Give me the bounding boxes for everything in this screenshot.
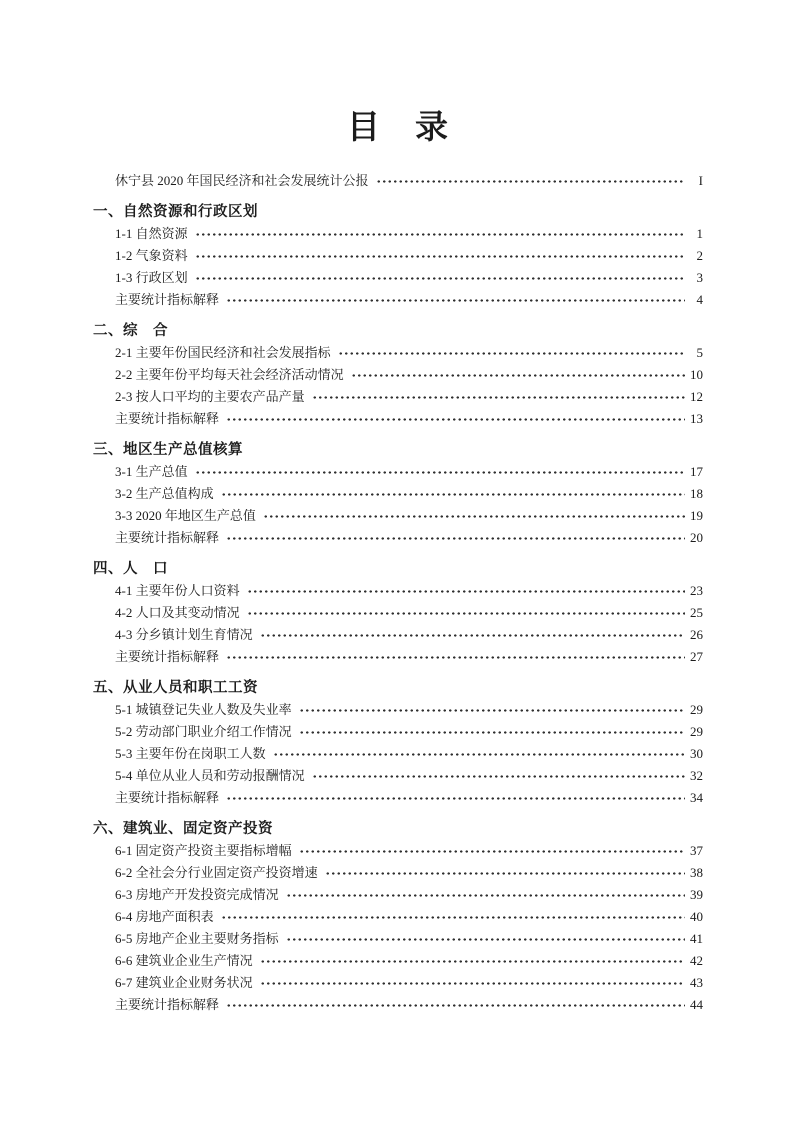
toc-entry bbox=[93, 580, 703, 602]
table-of-contents bbox=[93, 170, 703, 1016]
toc-entry bbox=[93, 862, 703, 884]
toc-section bbox=[93, 439, 703, 549]
toc-entry bbox=[93, 950, 703, 972]
entry-label: 2-3 按人口平均的主要农产品产量 bbox=[115, 389, 305, 405]
section-title: 六、建筑业、固定资产投资 bbox=[93, 821, 273, 838]
entry-page-number: 39 bbox=[690, 887, 703, 903]
entry-page-number: 18 bbox=[690, 486, 703, 502]
entry-page-number: 26 bbox=[690, 627, 703, 643]
toc-section bbox=[93, 558, 703, 668]
dot-leader bbox=[299, 726, 685, 739]
toc-entry bbox=[93, 972, 703, 994]
dot-leader bbox=[221, 488, 685, 501]
entry-page-number: 5 bbox=[696, 345, 703, 361]
entry-page-number: 12 bbox=[690, 389, 703, 405]
toc-entry bbox=[93, 884, 703, 906]
toc-entry bbox=[93, 289, 703, 311]
toc-entry bbox=[93, 906, 703, 928]
entry-page-number: 20 bbox=[690, 530, 703, 546]
dot-leader bbox=[260, 955, 685, 968]
entry-label: 5-4 单位从业人员和劳动报酬情况 bbox=[115, 768, 305, 784]
entry-label: 3-3 2020 年地区生产总值 bbox=[115, 508, 256, 524]
entry-label: 4-1 主要年份人口资料 bbox=[115, 583, 240, 599]
dot-leader bbox=[325, 867, 685, 880]
entry-label: 6-7 建筑业企业财务状况 bbox=[115, 975, 253, 991]
entry-label: 2-2 主要年份平均每天社会经济活动情况 bbox=[115, 367, 344, 383]
dot-leader bbox=[195, 250, 685, 263]
toc-entry bbox=[93, 743, 703, 765]
toc-entry bbox=[93, 408, 703, 430]
toc-entry bbox=[93, 364, 703, 386]
section-title: 四、人 口 bbox=[93, 561, 168, 578]
entry-label: 4-2 人口及其变动情况 bbox=[115, 605, 240, 621]
dot-leader bbox=[273, 748, 685, 761]
dot-leader bbox=[226, 651, 685, 664]
toc-entry bbox=[93, 267, 703, 289]
entry-page-number: 42 bbox=[690, 953, 703, 969]
entry-page-number: 43 bbox=[690, 975, 703, 991]
entry-page-number: 13 bbox=[690, 411, 703, 427]
toc-section bbox=[93, 320, 703, 430]
toc-entry bbox=[93, 721, 703, 743]
dot-leader bbox=[247, 585, 685, 598]
entry-page-number: 17 bbox=[690, 464, 703, 480]
dot-leader bbox=[226, 999, 685, 1012]
entry-page-number: 40 bbox=[690, 909, 703, 925]
dot-leader bbox=[338, 347, 685, 360]
section-title: 二、综 合 bbox=[93, 323, 168, 340]
entry-page-number: 1 bbox=[696, 226, 703, 242]
dot-leader bbox=[195, 272, 685, 285]
entry-page-number: 29 bbox=[690, 702, 703, 718]
entry-label: 1-1 自然资源 bbox=[115, 226, 188, 242]
toc-entry bbox=[93, 461, 703, 483]
entry-page-number: 2 bbox=[696, 248, 703, 264]
toc-entry bbox=[93, 342, 703, 364]
dot-leader bbox=[286, 933, 685, 946]
dot-leader bbox=[226, 413, 685, 426]
entry-label: 5-3 主要年份在岗职工人数 bbox=[115, 746, 266, 762]
entry-page-number: 23 bbox=[690, 583, 703, 599]
dot-leader bbox=[195, 228, 685, 241]
dot-leader bbox=[195, 466, 685, 479]
entry-label: 6-3 房地产开发投资完成情况 bbox=[115, 887, 279, 903]
entry-label: 6-1 固定资产投资主要指标增幅 bbox=[115, 843, 292, 859]
entry-page-number: 10 bbox=[690, 367, 703, 383]
entry-page-number: 44 bbox=[690, 997, 703, 1013]
page-title: 目 录 bbox=[347, 110, 449, 146]
dot-leader bbox=[260, 629, 685, 642]
dot-leader bbox=[286, 889, 685, 902]
dot-leader bbox=[312, 770, 685, 783]
toc-section bbox=[93, 201, 703, 311]
toc-entry-preface bbox=[93, 170, 703, 192]
toc-entry bbox=[93, 223, 703, 245]
entry-label: 6-2 全社会分行业固定资产投资增速 bbox=[115, 865, 318, 881]
entry-page-number: 19 bbox=[690, 508, 703, 524]
toc-entry bbox=[93, 646, 703, 668]
dot-leader bbox=[299, 845, 685, 858]
toc-entry bbox=[93, 994, 703, 1016]
section-title: 三、地区生产总值核算 bbox=[93, 442, 243, 459]
dot-leader bbox=[299, 704, 685, 717]
dot-leader bbox=[351, 369, 685, 382]
toc-entry bbox=[93, 505, 703, 527]
toc-entry bbox=[93, 386, 703, 408]
toc-sections bbox=[93, 201, 703, 1016]
toc-entry bbox=[93, 765, 703, 787]
entry-page-number: 27 bbox=[690, 649, 703, 665]
dot-leader bbox=[312, 391, 685, 404]
entry-label: 5-2 劳动部门职业介绍工作情况 bbox=[115, 724, 292, 740]
entry-label: 2-1 主要年份国民经济和社会发展指标 bbox=[115, 345, 331, 361]
toc-entry bbox=[93, 624, 703, 646]
entry-label: 休宁县 2020 年国民经济和社会发展统计公报 bbox=[115, 173, 369, 189]
entry-label: 6-4 房地产面积表 bbox=[115, 909, 214, 925]
entry-page-number: 37 bbox=[690, 843, 703, 859]
entry-label: 主要统计指标解释 bbox=[115, 790, 220, 806]
entry-label: 5-1 城镇登记失业人数及失业率 bbox=[115, 702, 292, 718]
entry-page-number: 25 bbox=[690, 605, 703, 621]
entry-label: 3-1 生产总值 bbox=[115, 464, 188, 480]
entry-label: 主要统计指标解释 bbox=[115, 649, 220, 665]
entry-label: 6-6 建筑业企业生产情况 bbox=[115, 953, 253, 969]
entry-label: 6-5 房地产企业主要财务指标 bbox=[115, 931, 279, 947]
entry-label: 1-2 气象资料 bbox=[115, 248, 188, 264]
dot-leader bbox=[226, 294, 685, 307]
dot-leader bbox=[226, 532, 685, 545]
entry-label: 主要统计指标解释 bbox=[115, 411, 220, 427]
entry-label: 主要统计指标解释 bbox=[115, 292, 220, 308]
dot-leader bbox=[221, 911, 685, 924]
toc-entry bbox=[93, 840, 703, 862]
entry-page-number: 32 bbox=[690, 768, 703, 784]
toc-entry bbox=[93, 527, 703, 549]
entry-page-number: 38 bbox=[690, 865, 703, 881]
toc-entry bbox=[93, 928, 703, 950]
section-title: 五、从业人员和职工工资 bbox=[93, 680, 258, 697]
entry-label: 1-3 行政区划 bbox=[115, 270, 188, 286]
toc-entry bbox=[93, 245, 703, 267]
entry-label: 4-3 分乡镇计划生育情况 bbox=[115, 627, 253, 643]
dot-leader bbox=[226, 792, 685, 805]
dot-leader bbox=[376, 175, 685, 188]
entry-page-number: 30 bbox=[690, 746, 703, 762]
entry-label: 3-2 生产总值构成 bbox=[115, 486, 214, 502]
entry-page-number: 34 bbox=[690, 790, 703, 806]
toc-entry bbox=[93, 699, 703, 721]
dot-leader bbox=[260, 977, 685, 990]
entry-page-number: 4 bbox=[696, 292, 703, 308]
toc-entry bbox=[93, 483, 703, 505]
entry-label: 主要统计指标解释 bbox=[115, 997, 220, 1013]
dot-leader bbox=[247, 607, 685, 620]
toc-section bbox=[93, 818, 703, 1016]
entry-page-number: 3 bbox=[696, 270, 703, 286]
section-title: 一、自然资源和行政区划 bbox=[93, 204, 258, 221]
entry-label: 主要统计指标解释 bbox=[115, 530, 220, 546]
entry-page-number: I bbox=[698, 173, 703, 189]
toc-entry bbox=[93, 602, 703, 624]
entry-page-number: 29 bbox=[690, 724, 703, 740]
dot-leader bbox=[263, 510, 685, 523]
entry-page-number: 41 bbox=[690, 931, 703, 947]
toc-section bbox=[93, 677, 703, 809]
toc-entry bbox=[93, 787, 703, 809]
